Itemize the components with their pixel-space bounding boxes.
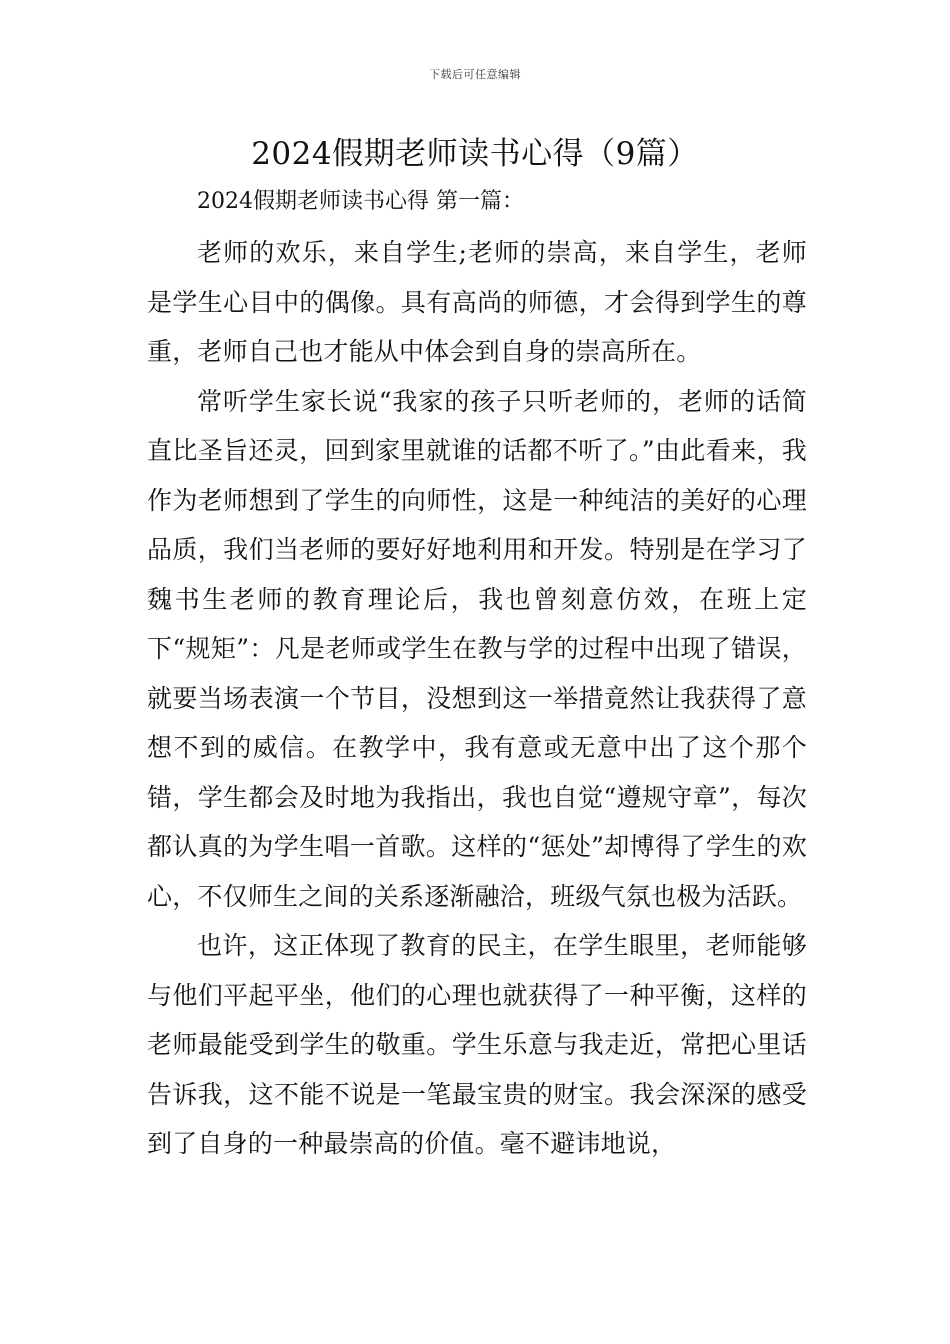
header-note: 下载后可任意编辑 (429, 68, 521, 81)
paragraph-2: 常听学生家长说“我家的孩子只听老师的，老师的话简直比圣旨还灵，回到家里就谁的话都不听了。”由此看来，我作为老师想到了学生的向师性，这是一种纯洁的美好的心理品质，我们当老师的要好好地利用和开发。特别是在学习了魏书生老师的教育理论后，我也曾刻意仿效，在班上定下“规矩”：凡是老师或学生在教与学的过程中出现了错误，就要当场表演一个节目，没想到这一举措竟然让我获得了意想不到的威信。在教学中，我有意或无意中出了这个那个错，学生都会及时地为我指出，我也自觉“遵规守章”，每次都认真的为学生唱一首歌。这样的“惩处”却博得了学生的欢心，不仅师生之间的关系逐渐融洽，班级气氛也极为活跃。 (147, 386, 807, 911)
document-title: 2024假期老师读书心得（9篇） (251, 136, 699, 172)
section-heading: 2024假期老师读书心得 第一篇： (197, 189, 524, 214)
body-text (147, 228, 807, 1169)
paragraph-1: 老师的欢乐，来自学生;老师的崇高，来自学生，老师是学生心目中的偶像。具有高尚的师德，才会得到学生的尊重，老师自己也才能从中体会到自身的崇高所在。 (147, 238, 807, 366)
paragraph-3: 也许，这正体现了教育的民主，在学生眼里，老师能够与他们平起平坐，他们的心理也就获得了一种平衡，这样的老师最能受到学生的敬重。学生乐意与我走近，常把心里话告诉我，这不能不说是一笔最宝贵的财宝。我会深深的感受到了自身的一种最崇高的价值。毫不避讳地说， (147, 931, 807, 1158)
